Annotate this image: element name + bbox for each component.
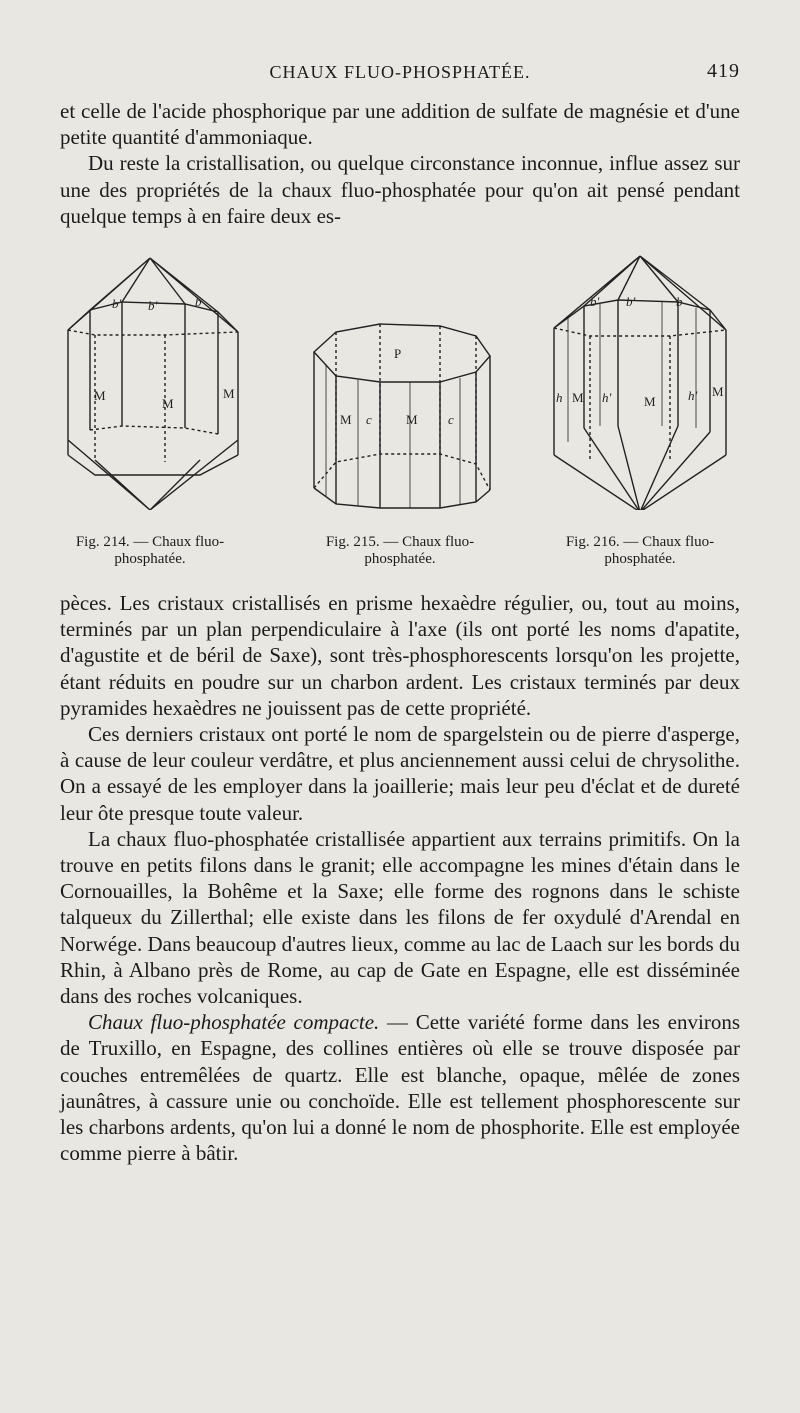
paragraph-2: Du reste la cristallisation, ou quelque circonstance inconnue, influe assez sur une des propriétés de la chaux fluo-phosphatée pour qu'on ait pensé pendant quelque temps à en faire deux es- bbox=[60, 151, 740, 228]
figure-215 bbox=[300, 290, 500, 567]
fig216-label-3: b bbox=[676, 294, 683, 309]
paragraph-5: La chaux fluo-phosphatée cristallisée appartient aux terrains primitifs. On la trouve en petits filons dans le granit; elle accompagne les mines d'étain dans le Cornouailles, la Bohême et la Saxe; elle forme des rognons dans le schiste talqueux du Zillerthal; elle existe dans les filons de fer oxydulé d'Arendal en Norwége. Dans beaucoup d'autres lieux, comme au lac de Laach sur les bords du Rhin, à Albano près de Rome, au cap de Gate en Espagne, elle est disséminée dans des roches volcaniques. bbox=[60, 826, 740, 1009]
fig215-label-1: P bbox=[394, 346, 402, 361]
fig214-label-5: M bbox=[162, 396, 174, 411]
fig216-label-5: M bbox=[572, 390, 584, 405]
running-title: CHAUX FLUO-PHOSPHATÉE. bbox=[269, 62, 531, 82]
fig216-label-8: h' bbox=[688, 388, 698, 403]
running-header bbox=[60, 60, 740, 88]
paragraph-6-lead: Chaux fluo-phosphatée compacte. bbox=[88, 1010, 380, 1035]
figure-215-caption-line-1: Fig. 215. — Chaux fluo- bbox=[325, 534, 475, 550]
fig216-label-4: h bbox=[556, 390, 563, 405]
paragraph-top bbox=[60, 98, 740, 229]
fig215-label-3: c bbox=[366, 412, 372, 427]
paragraph-6-body: — Cette variété forme dans les environs de Truxillo, en Espagne, des collines entières où elle se trouve disposée par couches entremêlées de quartz. Elle est blanche, opaque, mêlée de zones jaunâtres, à cassure unie ou conchoïde. Elle est tellement phosphorescente sur les charbons ardents, qu'on lui a donné le nom de phosphorite. Elle est employée comme pierre à bâtir. bbox=[60, 1010, 740, 1166]
fig214-label-6: M bbox=[223, 386, 235, 401]
fig215-label-2: M bbox=[340, 412, 352, 427]
paragraph-6 bbox=[60, 1009, 740, 1166]
paragraph-3: pèces. Les cristaux cristallisés en prisme hexaèdre régulier, ou, tout au moins, terminés par un plan perpendiculaire à l'axe (ils ont porté les noms d'apatite, d'agustite et de béril de Saxe), sont très-phosphorescents lorsqu'on les projette, étant réduits en poudre sur un charbon ardent. Les cristaux terminés par deux pyramides hexaèdres ne jouissent pas de cette propriété. bbox=[60, 591, 740, 720]
figure-216-caption-line-2: phosphatée. bbox=[604, 551, 676, 567]
figure-216-caption-line-1: Fig. 216. — Chaux fluo- bbox=[565, 534, 715, 550]
figure-214-caption bbox=[50, 534, 250, 568]
figure-215-drawing bbox=[300, 290, 500, 520]
paragraph-1: et celle de l'acide phosphorique par une addition de sulfate de magnésie et d'une petite quantité d'ammoniaque. bbox=[60, 99, 740, 150]
figure-216-drawing bbox=[540, 250, 740, 510]
paragraph-4: Ces derniers cristaux ont porté le nom de spargelstein ou de pierre d'asperge, à cause de leur couleur verdâtre, et plus anciennement aussi celui de chrysolithe. On a essayé de les employer dans la joaillerie; mais leur peu d'éclat et de dureté leur ôte presque toute valeur. bbox=[60, 722, 740, 825]
page-number: 419 bbox=[707, 60, 740, 82]
fig215-label-5: c bbox=[448, 412, 454, 427]
fig214-label-2: b' bbox=[148, 298, 158, 313]
fig215-label-4: M bbox=[406, 412, 418, 427]
figure-214-drawing bbox=[50, 250, 250, 510]
paragraph-bottom bbox=[60, 590, 740, 1166]
figure-214-caption-line-2: phosphatée. bbox=[114, 551, 186, 567]
figure-215-caption-line-2: phosphatée. bbox=[364, 551, 436, 567]
figure-214-caption-line-1: Fig. 214. — Chaux fluo- bbox=[75, 534, 225, 550]
fig216-label-9: M bbox=[712, 384, 724, 399]
fig216-label-1: b' bbox=[590, 294, 600, 309]
fig214-label-4: M bbox=[94, 388, 106, 403]
figure-216 bbox=[540, 250, 740, 567]
fig216-label-7: M bbox=[644, 394, 656, 409]
figure-215-caption bbox=[300, 534, 500, 568]
fig216-label-6: h' bbox=[602, 390, 612, 405]
fig214-label-3: b bbox=[195, 294, 202, 309]
fig214-label-1: b' bbox=[112, 296, 122, 311]
figure-216-caption bbox=[540, 534, 740, 568]
fig216-label-2: b' bbox=[626, 294, 636, 309]
figure-row bbox=[50, 250, 750, 580]
figure-214 bbox=[50, 250, 250, 567]
